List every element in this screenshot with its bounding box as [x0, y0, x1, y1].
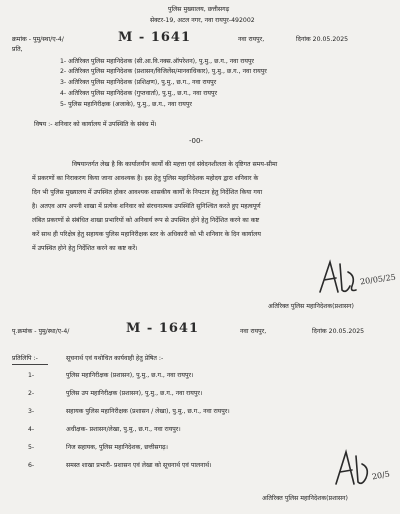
endorsement-city: नवा रायपुर,	[240, 328, 267, 335]
body-line-7: में उपस्थित होने हेतु निर्देशित करने का कष्ट करें।	[32, 245, 138, 252]
recipient-5: 5- पुलिस महानिरीक्षक (अजाके), पु.मु., छ.ग., नवा रायपुर	[60, 101, 192, 108]
recipient-2: 2- अतिरिक्त पुलिस महानिदेशक (प्रशासन/विजिलेंस/मानवाधिकार), पु.मु., छ.ग., नवा रायपुर	[60, 68, 267, 75]
body-line-5: लंबित प्रकरणों से संबंधित शाखा प्रभारियों को अनिवार्य रूप से उपस्थित होने हेतु निर्देशित करने का कष्ट	[32, 217, 260, 224]
city: नवा रायपुर,	[238, 36, 265, 43]
endorsement-ref-handwritten: M - 1641	[126, 321, 200, 336]
copy-num-1: 1-	[28, 372, 35, 379]
prati-label: प्रति,	[12, 46, 23, 53]
recipient-1: 1- अतिरिक्त पुलिस महानिदेशक (सी.आ.वि.नक्स.ऑपरेशन), पु.मु., छ.ग., नवा रायपुर	[60, 58, 254, 65]
copy-num-6: 6-	[28, 462, 35, 469]
body-line-2: में प्रकरणों का निराकरण किया जाना आवश्यक है। इस हेतु पुलिस महानिदेशक महोदय द्वारा शनिवार के	[32, 175, 259, 182]
copy-intro: सूचनार्थ एवं यथोचित कार्यवाही हेतु प्रेषित :-	[66, 355, 164, 362]
separator: -00-	[189, 137, 203, 145]
subject-line: विषय :- शनिवार को कार्यालय में उपस्थिति के संबंध में।	[34, 121, 157, 128]
copy-num-5: 5-	[28, 444, 35, 451]
copy-item-1: पुलिस महानिरीक्षक (प्रशासन), पु.मु., छ.ग., नवा रायपुर।	[66, 372, 194, 379]
recipient-3: 3- अतिरिक्त पुलिस महानिदेशक (प्रशिक्षण), पु.मु., छ.ग., नवा रायपुर	[60, 79, 217, 86]
copy-item-3: सहायक पुलिस महानिरीक्षक (प्रशासन / लेखा), पु.मु., छ.ग., नवा रायपुर।	[66, 408, 230, 415]
endorsement-date: दिनांक 20.05.2025	[312, 328, 365, 335]
signature-2-date: 20/5	[371, 469, 391, 482]
ref-number: क्रमांक - पुमु/स्था/ए-4/	[12, 36, 64, 43]
letter-date: दिनांक 20.05.2025	[296, 36, 349, 43]
body-line-4: है। अतएव आप अपनी शाखा में प्रत्येक शनिवार को संरचनात्मक उपस्थिति सुनिश्चित करते हुए महत्वपूर्ण	[32, 203, 261, 210]
copy-item-5: निज सहायक, पुलिस महानिदेशक, छत्तीसगढ़।	[66, 444, 168, 451]
org-address: सेक्टर-19, अटल नगर, नवा रायपुर-492002	[150, 17, 255, 24]
signature-2	[332, 448, 372, 490]
copy-item-6: समस्त शाखा प्रभारी- प्रशासन एवं लेखा को सूचनार्थ एवं पालनार्थ।	[66, 462, 212, 469]
org-name: पुलिस मुख्यालय, छत्तीसगढ़	[168, 6, 230, 13]
copy-item-4: अधीक्षक- प्रशासन/लेखा, पु.मु., छ.ग., नवा रायपुर।	[66, 426, 181, 433]
copy-num-4: 4-	[28, 426, 35, 433]
endorsement-ref: पृ.क्रमांक - पुमु/स्था/ए-4/	[12, 328, 70, 335]
signature-1	[316, 258, 360, 298]
signatory-1-title: अतिरिक्त पुलिस महानिदेशक(प्रशासन)	[268, 303, 354, 310]
signatory-2-title: अतिरिक्त पुलिस महानिदेशक(प्रशासन)	[262, 495, 348, 502]
ref-number-handwritten: M - 1641	[118, 30, 192, 45]
copy-item-2: पुलिस उप महानिरीक्षक (प्रशासन), पु.मु., छ.ग., नवा रायपुर।	[66, 390, 203, 397]
body-line-1: विषयान्तर्गत लेख है कि कार्यालयीन कार्यों की महत्ता एवं संवेदनशीलता के दृष्टिगत समय-सीमा	[72, 161, 278, 168]
copy-label: प्रतिलिपि :-	[12, 355, 38, 362]
copy-num-2: 2-	[28, 390, 35, 397]
body-line-6: करें साथ ही परिक्षेत्र हेतु सहायक पुलिस महानिरीक्षक स्तर के अधिकारी को भी शनिवार के दिन कार्यालय	[32, 231, 261, 238]
signature-1-date: 20/05/25	[359, 272, 397, 287]
body-line-3: दिन भी पुलिस मुख्यालय में उपस्थित होकर आवश्यक शासकीय कार्यों के निपटान हेतु निर्देशित किया गया	[32, 189, 263, 196]
recipient-4: 4- अतिरिक्त पुलिस महानिदेशक (गुप्तवार्ता), पु.मु., छ.ग., नवा रायपुर	[60, 90, 218, 97]
copy-label-underline	[12, 364, 48, 365]
copy-num-3: 3-	[28, 408, 35, 415]
